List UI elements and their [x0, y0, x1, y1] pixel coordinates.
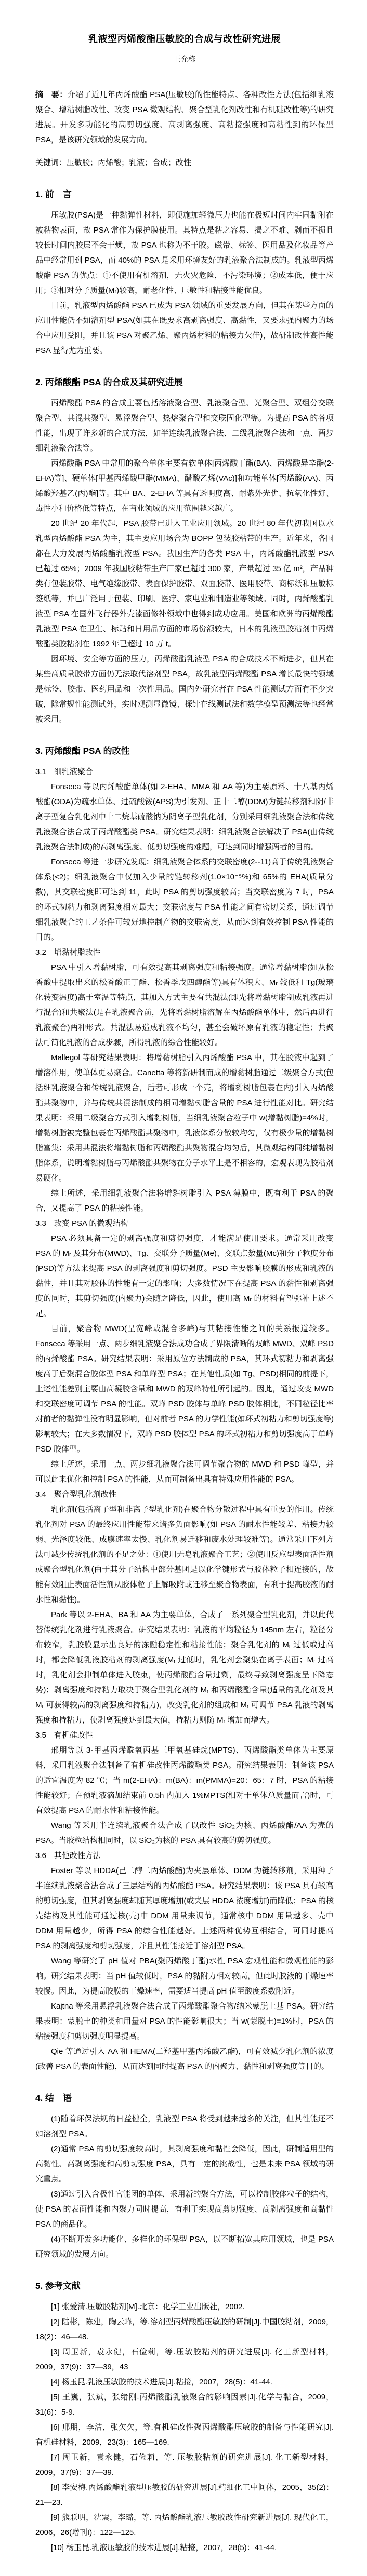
- paragraph: Foster 等以 HDDA(己二醇二丙烯酸酯)为夹层单体、DDM 为链转移剂，采用种子半连续乳液聚合法合成了三层结构的丙烯酸酯 PSA。研究结果表明：该 PSA 具有较高的剪切强度，但其剥离强度却随其厚度增加(或夹层 HDDA 浓度增加)而降低；PSA 的核壳结构及其性能可通过核(壳)中 DDM 用量来调节，通常核中 DDM 用量越多、壳中 DDM 用量越少，所得 PSA 的综合性能越好。上述两种优势互相结合，可同时提高 PSA 的剥离强度和剪切强度，并且其性能接近于溶剂型 PSA。: [35, 1866, 334, 1950]
- section-conclusion: [35, 2090, 334, 2262]
- paragraph: 丙烯酸酯 PSA 的合成主要包括溶液聚合型、乳液聚合型、光聚合型、双组分交联聚合型、共混共聚型、悬浮聚合型、热熔聚合型和交联固化型等。为提高 PSA 的各项性能，出现了许多新的合成方法，如半连续乳液聚合法、二级乳液聚合法和一点、两步细乳液聚合法等。: [35, 399, 334, 453]
- paragraph: 综上所述，采用细乳液聚合法将增黏树脂引入 PSA 薄膜中，既有利于 PSA 的聚合，又提高了 PSA 的粘接性能。: [35, 1189, 334, 1213]
- section-synthesis: [35, 374, 334, 727]
- paragraph: (4)不断开发多功能化、多样化的环保型 PSA，以不断拓宽其应用领域，也是 PSA 研究领域的发展方向。: [35, 2235, 334, 2259]
- paragraph: 目前，聚合物 MWD(呈宽峰或混合多峰)与其粘接性能之间的关系报道较多。Fonseca 等采用一点、两步细乳液聚合法成功合成了界限清晰的双峰 MWD、双峰 PSD 的丙烯酸酯 PSA。研究结果表明：采用原位方法制成的 PSA，其环式初粘力和剥离强度高于后聚混合胶体型 PSA 和单峰型 PSA；在其他性质(如 Tg、PSD)相同的前提下，上述性能差别主要由高凝胶含量和 MWD 的双峰特性所引起的。因此，通过改变 MWD 和交联密度可调节 PSA 的性能。双峰 PSD 胶体与单峰 PSD 胶体相比，不同粒径比率对前者的黏弹性没有明显影响，但对前者 PSA 的力学性能(如环式初粘力和剪切强度等)影响较大；在大多数情况下，双峰 PSD 胶体型 PSA 的环式初粘力和剪切强度高于单峰 PSD 胶体型。: [35, 1324, 334, 1454]
- paragraph: 压敏胶(PSA)是一种黏弹性材料，即便施加轻微压力也能在极短时间内牢固黏附在被粘物表面，故 PSA 常作为保护膜使用。其特点是粘之容易、揭之不难、剥而不损且较长时间内胶层不会干燥，故 PSA 也称为不干胶。磁带、标签、医用品及化妆品等产品中经常用到 PSA，而 40%的 PSA 是采用环境友好的乳液聚合法制成的。乳液型丙烯酸酯 PSA 的优点：①不使用有机溶剂，无火灾危险，不污染环境；②成本低，便于应用；③相对分子质量(Mᵣ)较高，耐老化性、压敏性和粘接性能优良。: [35, 211, 334, 295]
- paragraph: 丙烯酸酯 PSA 中常用的聚合单体主要有软单体[丙烯酸丁酯(BA)、丙烯酸异辛酯(2-EHA)等]、硬单体[甲基丙烯酸甲酯(MMA)、醋酸乙烯(VAc)]和功能单体[丙烯酸(AA)、丙烯酸羟基乙(丙)酯]等。其中 BA、2-EHA 等具有透明度高、耐紫外光优、抗氧化性好、毒性小和价格低等特点，在商业领域的应用范围越来越广。: [35, 459, 334, 513]
- reference-item: [10] 杨玉昆.乳液压敏胶的技术进展[J].粘接，2007，28(5)：41-44.: [51, 2543, 277, 2552]
- paragraph: (1)随着环保法规的日益健全，乳液型 PSA 将受到越来越多的关注，但其性能还不如溶剂型 PSA。: [35, 2114, 334, 2138]
- paragraph: PSA 必须具备一定的剥离强度和剪切强度，才能满足使用要求。通常采用改变 PSA 的 Mᵣ 及其分布(MWD)、Tg、交联分子质量(Me)、交联点数量(Mc)和分子粒度分布(PSD)等方法来提高 PSA 的剥离强度和剪切强度。PSD 主要影响胶膜的形成和乳液的黏性，并且其对胶体的性能有一定的影响；大多数情况下在提高 PSA 的黏性和剥离强度的同时，其剪切强度(内聚力)会随之降低，因此，使用高 Mᵣ 的材料有望弥补上述不足。: [35, 1234, 334, 1318]
- paragraph: 乳化剂(包括离子型和非离子型乳化剂)在聚合物分散过程中具有重要的作用。传统乳化剂对 PSA 的最终应用性能带来诸多负面影响(如 PSA 的耐水性能较差、粘接力较弱、光泽度较低、成膜速率太慢、乳化剂易迁移和废水处理较难等)。通常采用下列方法可减少传统乳化剂的不足之处：①使用无皂乳液聚合工艺；②使用反应型表面活性剂或聚合型乳化剂(由于其分子结构中部分基团是以化学键形式与胶体粒子相连接的，故能有效阻止表面活性剂从胶体粒子上解吸附或迁移至聚合物表面，有利于提高胶液的耐水性和黏性)。: [35, 1505, 334, 1604]
- subsection-heading: 3.1 细乳液聚合: [35, 767, 93, 776]
- paragraph: Wang 等研究了 pH 值对 PBA(聚丙烯酸丁酯)水性 PSA 宏观性能和微观性能的影响。研究结果表明：当 pH 值较低时，PSA 的黏附力相对较高，但此时胶液的干燥速率较慢。因此，为提高胶膜的干燥速率，需要适当提高 pH 值至酸度系数附近。: [35, 1957, 334, 1996]
- paragraph: Kajtna 等采用悬浮乳液聚合法合成了丙烯酸酯聚合物/纳米蒙脱土基 PSA。研究结果表明：蒙脱土的种类和用量对 PSA 的性能影响很大；当 w(蒙脱土)=1%时，PSA 的粘接强度和剪切强度明显提高。: [35, 2002, 334, 2041]
- section-heading: 4. 结 语: [35, 2093, 72, 2103]
- reference-item: [8] 李安梅.丙烯酸酯乳液型压敏胶的研究进展[J].精细化工中间体，2005，35(2)：21—23.: [35, 2483, 334, 2507]
- reference-item: [5] 王巍，张斌，张绪刚.丙烯酸酯乳液聚合的影响因素[J].化学与黏合，2009，31(6)：5-9.: [35, 2393, 334, 2417]
- section-heading: 5. 参考文献: [35, 2281, 81, 2291]
- subsection-heading: 3.4 聚合型乳化剂改性: [35, 1490, 116, 1499]
- paragraph: (2)通常 PSA 的剪切强度较高时，其剥离强度和黏性会降低，因此，研制适用型的高黏性、高剥离强度和高剪切强度 PSA，具有一定的挑战性，也是未来 PSA 领域的研究重点。: [35, 2145, 334, 2184]
- subsection-heading: 3.3 改变 PSA 的微观结构: [35, 1219, 128, 1228]
- subsection-heading: 3.2 增黏树脂改性: [35, 948, 101, 957]
- reference-item: [4] 杨玉昆.乳液压敏胶的技术进展[J].粘接，2007，28(5)：41-44.: [51, 2378, 272, 2387]
- paragraph: 邢朋等以 3-甲基丙烯酰氧丙基三甲氧基硅烷(MPTS)、丙烯酸酯类单体为主要原料，采用乳液聚合法制备了有机硅改性丙烯酸酯类 PSA。研究结果表明：制备该 PSA 的适宜温度为 82 ℃；当 m(2-EHA)：m(BA)：m(PMMA)=20：65：7 时，PSA 的粘接性能较好；在预乳液滴加结束前 0.5h 内加入 1%MPTS(相对于单体总质量而言)时，可有效提高 PSA 的耐水性和粘接性能。: [35, 1746, 334, 1815]
- section-heading: 2. 丙烯酸酯 PSA 的合成及其研究进展: [35, 377, 183, 387]
- paragraph: 目前，乳液型丙烯酸酯 PSA 已成为 PSA 领域的重要发展方向，但其在某些方面的应用性能仍不如溶剂型 PSA(如其在既要求高剥离强度、高黏性，又要求强内聚力的场合中应用受阻，并且该 PSA 对聚乙烯、聚丙烯材料的粘接力欠佳)，故研制改性高性能 PSA 显得尤为重要。: [35, 301, 334, 355]
- reference-item: [2] 陆彬，陈建，陶云峰，等.溶剂型丙烯酸酯压敏胶的研制[J].中国胶粘剂，2009，18(2)：46—48.: [35, 2317, 334, 2341]
- paragraph: Wang 等采用半连续乳液聚合法合成了以改性 SiO₂为核、丙烯酸酯/AA 为壳的 PSA。当胶粒结构相同时，以 SiO₂为核的 PSA 具有较高的剪切强度。: [35, 1821, 334, 1845]
- reference-item: [1] 张爱清.压敏胶粘剂[M].北京：化学工业出版社，2002.: [51, 2302, 245, 2311]
- section-heading: 3. 丙烯酸酯 PSA 的改性: [35, 746, 130, 756]
- paragraph: Qie 等通过引入 AA 和 HEMA(二羟基甲基丙烯酸乙酯)，可有效减少乳化剂的浓度(改善 PSA 的表面性能)，从而达到同时提高 PSA 的内聚力、黏性和剥离强度等目的。: [35, 2047, 334, 2071]
- paragraph: Fonseca 等进一步研究发现：细乳液聚合体系的交联密度(2--11)高于传统乳液聚合体系(<2)；细乳液聚合中仅加入少量的链转移剂(1.0×10⁻⁵%)和 65%的 EHA(质量分数)，其交联密度即可达到 11，此时 PSA 的剪切强度较高；当交联密度为 7 时，PSA 的环式初粘力和剥离强度相对最大；交联密度与 PSA 性能之间有密切关系，通过调节细乳液聚合的工艺条件可较好地控制产物的交联密度，从而达到有效控制 PSA 性能的目的。: [35, 858, 334, 942]
- section-references: [35, 2277, 334, 2555]
- paragraph: Mallegol 等研究结果表明：将增黏树脂引入丙烯酸酯 PSA 中，其在胶液中起到了增溶作用，使单体更易聚合。Canetta 等将新研制而成的增黏树脂通过二级聚合方式(包括细乳液聚合和传统乳液聚合，后者可形成一个壳，将增黏树脂包裹在内)引入丙烯酸酯共聚物中，并与传统共混法制成的相同增黏树脂含量的 PSA 进行性能对比。研究结果表明：采用二级聚合方式引入增黏树脂，当细乳液聚合粒子中 w(增黏树脂)=4%时，增黏树脂被完整包裹在丙烯酸酯共聚物中，乳液体系分散较均匀，仅有极少量的增黏树脂富集；采用共混法将增黏树脂和丙烯酸酯共聚物混合均匀后，其微观结构同纯增黏树脂体系，说明增黏树脂与丙烯酸酯共聚物在分子水平上是不相容的，宏观表现为胶粘剂易硬化。: [35, 1053, 334, 1183]
- subsection-heading: 3.6 其他改性方法: [35, 1851, 101, 1860]
- paragraph: Park 等以 2-EHA、BA 和 AA 为主要单体，合成了一系列聚合型乳化剂，并以此代替传统乳化剂进行乳液聚合。研究结果表明：乳液的平均粒径为 145nm 左右，粒径分布较窄，乳胶膜显示出良好的冻融稳定性和粘接性能；聚合乳化剂的 Mᵣ 过低或过高时，都会降低乳液胶粘剂的剥离强度(Mᵣ 过低时，乳化剂会聚集在离子表面；Mᵣ 过高时，乳化剂会抑制单体进入胶束，使丙烯酸酯含量过剩，最终导致剥离强度呈下降态势)；剥离强度和持粘力取决于聚合型乳化剂的 Mᵣ 和丙烯酸酯含量(适量的乳化剂及其 Mᵣ 可获得较高的剥离强度和持粘力)，改变乳化剂的组成和 Mᵣ 可调节 PSA 乳液的剥离强度和持粘力，使剥离强度达到最大值，持粘力则随 Mᵣ 增加而增大。: [35, 1610, 334, 1725]
- paragraph: (3)通过引入含极性官能团的单体、采用新的聚合方法，可以控制胶体粒子的结构，使 PSA 的表面性能和内聚力同时提高，有利于实现高剪切强度、高剥离强度和高黏性 PSA 的商品化。: [35, 2190, 334, 2229]
- keywords: 关键词：压敏胶；丙烯酸；乳液；合成；改性: [35, 158, 192, 167]
- section-introduction: [35, 186, 334, 358]
- paragraph: 综上所述，采用一点、两步细乳液聚合法可调节聚合物的 MWD 和 PSD 峰型，并可以此来优化和控制 PSA 的性能，从而可制备出具有特殊应用性能的 PSA。: [35, 1460, 334, 1484]
- abstract: [35, 87, 334, 147]
- reference-item: [9] 熊联明，沈震，李璐，等. 丙烯酸酯乳液压敏胶改性研究新进展[J]. 现代化工，2006，26(增刊I)：122—125.: [35, 2513, 334, 2537]
- abstract-text: 介绍了近几年丙烯酸酯 PSA(压敏胶)的性能特点、各种改性方法(包括细乳液聚合、增粘树脂改性、改变 PSA 微观结构、聚合型乳化剂改性和有机硅改性等)的研究进展。开发多功能化的高剪切强度、高剥离强度、高粘接强度和高粘性到的环保型 PSA，是该研究领域的发展方向。: [35, 90, 334, 144]
- abstract-label: 摘 要：: [35, 90, 68, 99]
- reference-item: [3] 周卫新，袁永健，石俭莉，等.压敏胶粘剂的研究进展[J]. 化工新型材料，2009，37(9)：37—39，43: [35, 2348, 334, 2371]
- paragraph: Fonseca 等以丙烯酸酯单体(如 2-EHA、MMA 和 AA 等)为主要原料、十八基丙烯酸酯(ODA)为疏水单体、过硫酸铵(APS)为引发剂、正十二醇(DDM)为链转移剂和阴/非离子型复合乳化剂中十二烷基硫酸钠为阴离子型乳化剂，分别采用细乳液聚合法和传统乳液聚合法合成了丙烯酸酯类 PSA。研究结果表明：细乳液聚合法解决了 PSA(由传统乳液聚合法制成)的高剥离强度、低剪切强度的难题，可达到同时增强两者的目的。: [35, 782, 334, 851]
- paragraph: 20 世纪 20 年代起，PSA 胶带已进入工业应用领域。20 世纪 80 年代初我国以水乳型丙烯酸酯 PSA 为主，其主要应用场合为 BOPP 包装胶粘带的生产。近年来，各国都在大力发展丙烯酸酯乳液型 PSA。我国生产的各类 PSA 中，丙烯酸酯乳液型 PSA 已超过 65%；2009 年我国胶粘带生产厂家已超过 300 家，产量超过 35 亿 m²，产品种类有包装胶带、电气绝缘胶带、表面保护胶带、双面胶带、医用胶带、商标纸和压敏标签纸等，并已广泛用于包装、印刷、医疗、家电业和制造业等领域。同时，丙烯酸酯乳液型 PSA 在国外飞行器外壳漆面修补领域中也得到成功应用。美国和欧洲的丙烯酸酯乳液型 PSA 在卫生、标贴和日用品方面的市场份额较大，日本的乳液型胶粘剂中丙烯酸酯类胶粘剂在 1992 年已超过 10 万 t。: [35, 519, 334, 648]
- paragraph: 因环境、安全等方面的压力，丙烯酸酯乳液型 PSA 的合成技术不断进步，但其在某些高质量胶带方面仍无法取代溶剂型 PSA，故乳液型丙烯酸酯 PSA 增长最快的领域是标签、胶带、医药用品和一次性用品。国内外研究者在 PSA 性能测试方面有不少突破，除常规性能测试外，实时观测显微镜、探针在线测试法和数学模型预测法等也经常被采用。: [35, 655, 334, 724]
- author: 王允栋: [173, 56, 196, 64]
- section-heading: 1. 前 言: [35, 189, 72, 199]
- paragraph: PSA 中引入增黏树脂，可有效提高其剥离强度和粘接强度。通常增黏树脂(如从松香酸中提取出来的松香酸正丁酯、松香季戊四醇酯等)具有体积大、Mᵣ 较低和 Tg(玻璃化转变温度)高于室温等特点，其加入方式主要有共混法(即先将增黏树脂制成乳液再进行混合)和共聚法(是在乳液聚合前，先将增黏树脂溶解在丙烯酸酯单体中，然后再进行乳液聚合)两种形式。共混法易造成乳液不均匀，甚至会破坏原有乳液的稳定性；共聚法可简化乳液的合成步骤，所得乳液的综合性能较好。: [35, 963, 334, 1047]
- reference-item: [7] 周卫新，袁永健，石俭莉，等. 压敏胶粘剂的研究进展[J]. 化工新型材料，2009，37(9)：37—39.: [35, 2453, 334, 2477]
- section-modification: [35, 742, 334, 2074]
- reference-item: [6] 邢朋，李洁，张欠欠，等.有机硅改性聚丙烯酸酯压敏胶的制备与性能研究[J]. 有机硅材料，2009，23(3)：165—169.: [35, 2423, 334, 2447]
- subsection-heading: 3.5 有机硅改性: [35, 1731, 93, 1740]
- page-title: 乳液型丙烯酸酯压敏胶的合成与改性研究进展: [88, 34, 281, 44]
